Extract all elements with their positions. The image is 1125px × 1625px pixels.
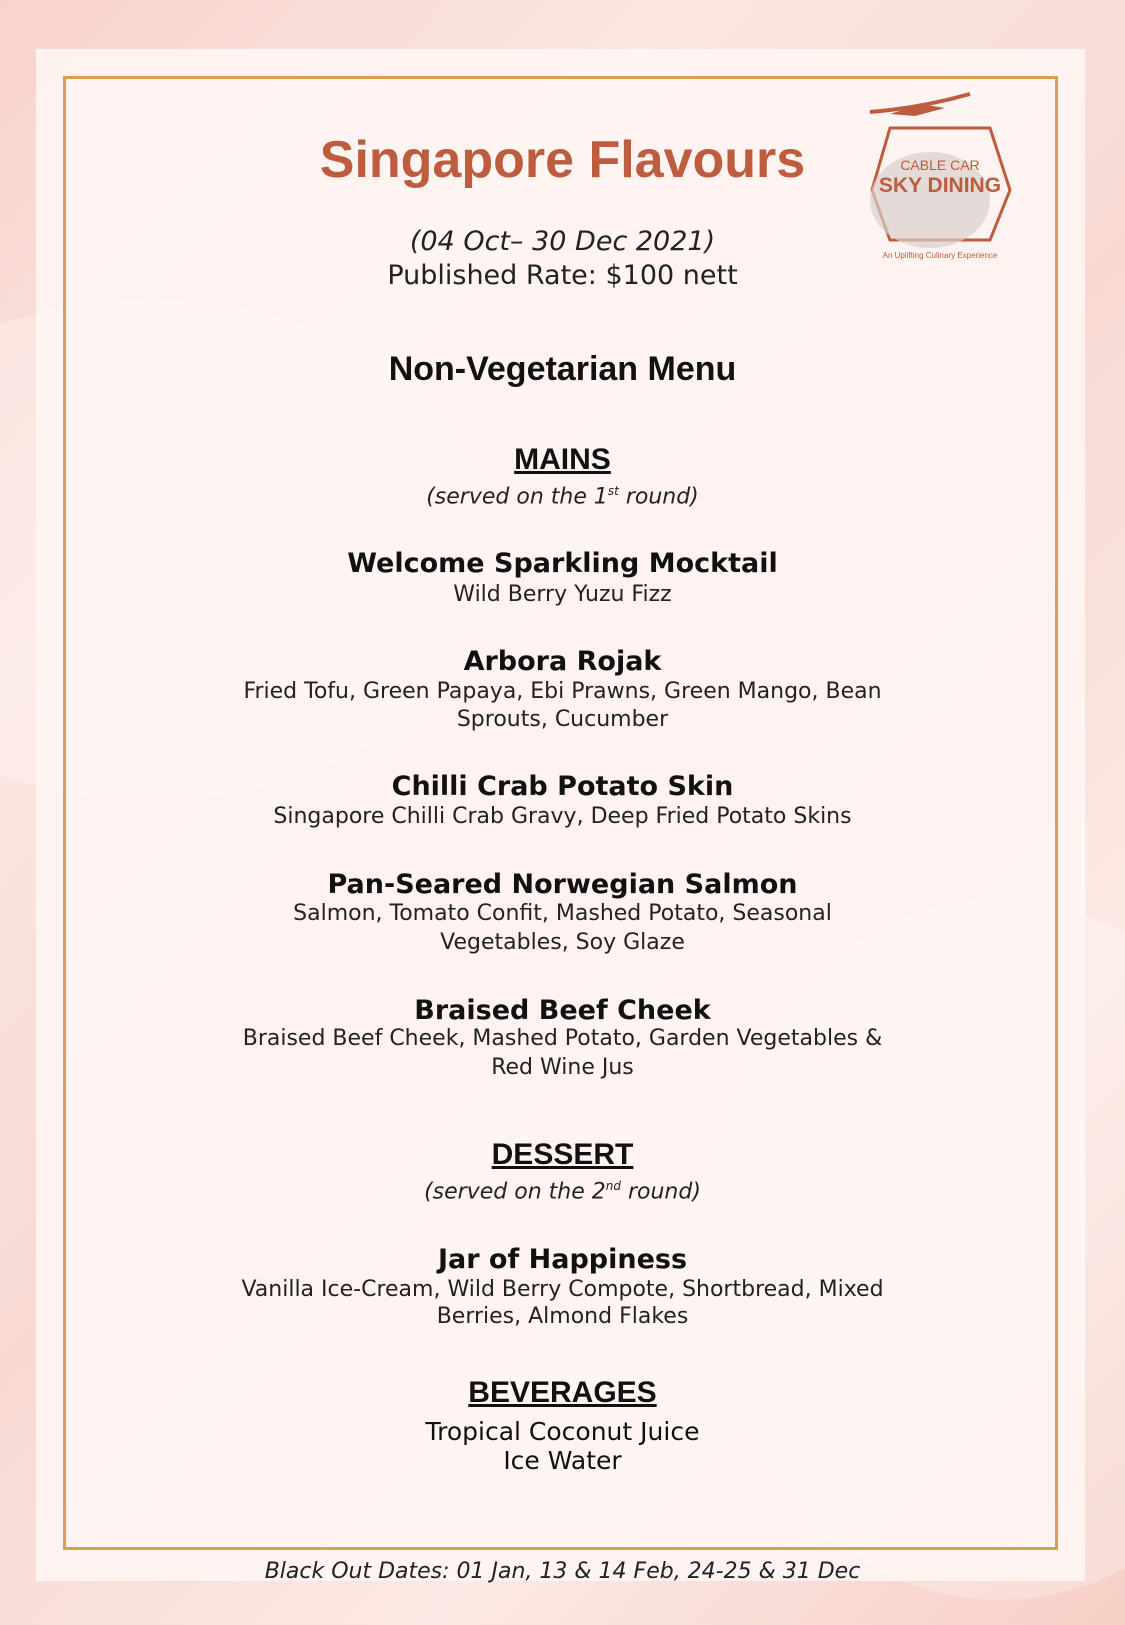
dessert-heading: DESSERT <box>491 1138 634 1171</box>
dish-name: Chilli Crab Potato Skin <box>391 771 734 802</box>
dish-description: Wild Berry Yuzu Fizz <box>453 582 672 607</box>
dish-description: Sprouts, Cucumber <box>456 707 669 732</box>
logo-line1: CABLE CAR <box>900 157 980 173</box>
dish-description: Braised Beef Cheek, Mashed Potato, Garden Vegetables & <box>242 1026 883 1051</box>
beverages-heading: BEVERAGES <box>468 1376 657 1409</box>
dish-description: Singapore Chilli Crab Gravy, Deep Fried Potato Skins <box>273 804 852 829</box>
dish-description: Berries, Almond Flakes <box>436 1304 689 1329</box>
dish-name: Arbora Rojak <box>463 646 662 677</box>
dish-description: Salmon, Tomato Confit, Mashed Potato, Seasonal <box>293 901 832 926</box>
blackout-dates: Black Out Dates: 01 Jan, 13 & 14 Feb, 24-25 & 31 Dec <box>264 1559 861 1584</box>
dish-name: Jar of Happiness <box>437 1244 688 1275</box>
dish-description: Fried Tofu, Green Papaya, Ebi Prawns, Green Mango, Bean <box>243 679 882 704</box>
logo-tagline: An Uplifting Culinary Experience <box>882 251 998 260</box>
mains-heading: MAINS <box>514 443 611 476</box>
published-rate: Published Rate: $100 nett <box>387 260 738 291</box>
dish-description: Vanilla Ice-Cream, Wild Berry Compote, Shortbread, Mixed <box>241 1277 884 1302</box>
dish-name: Pan-Seared Norwegian Salmon <box>327 869 798 900</box>
page-title: Singapore Flavours <box>319 131 806 189</box>
promo-dates: (04 Oct– 30 Dec 2021) <box>409 226 716 257</box>
beverage-item: Ice Water <box>503 1446 622 1475</box>
logo-line2: SKY DINING <box>878 174 1002 197</box>
mains-note: (served on the 1st round) <box>426 484 699 510</box>
dish-name: Welcome Sparkling Mocktail <box>347 548 778 579</box>
dessert-note: (served on the 2nd round) <box>424 1179 701 1205</box>
menu-title: Non-Vegetarian Menu <box>388 350 737 388</box>
dish-description: Vegetables, Soy Glaze <box>440 930 685 955</box>
dish-description: Red Wine Jus <box>491 1055 634 1080</box>
dish-name: Braised Beef Cheek <box>414 995 711 1026</box>
beverage-item: Tropical Coconut Juice <box>425 1417 700 1446</box>
